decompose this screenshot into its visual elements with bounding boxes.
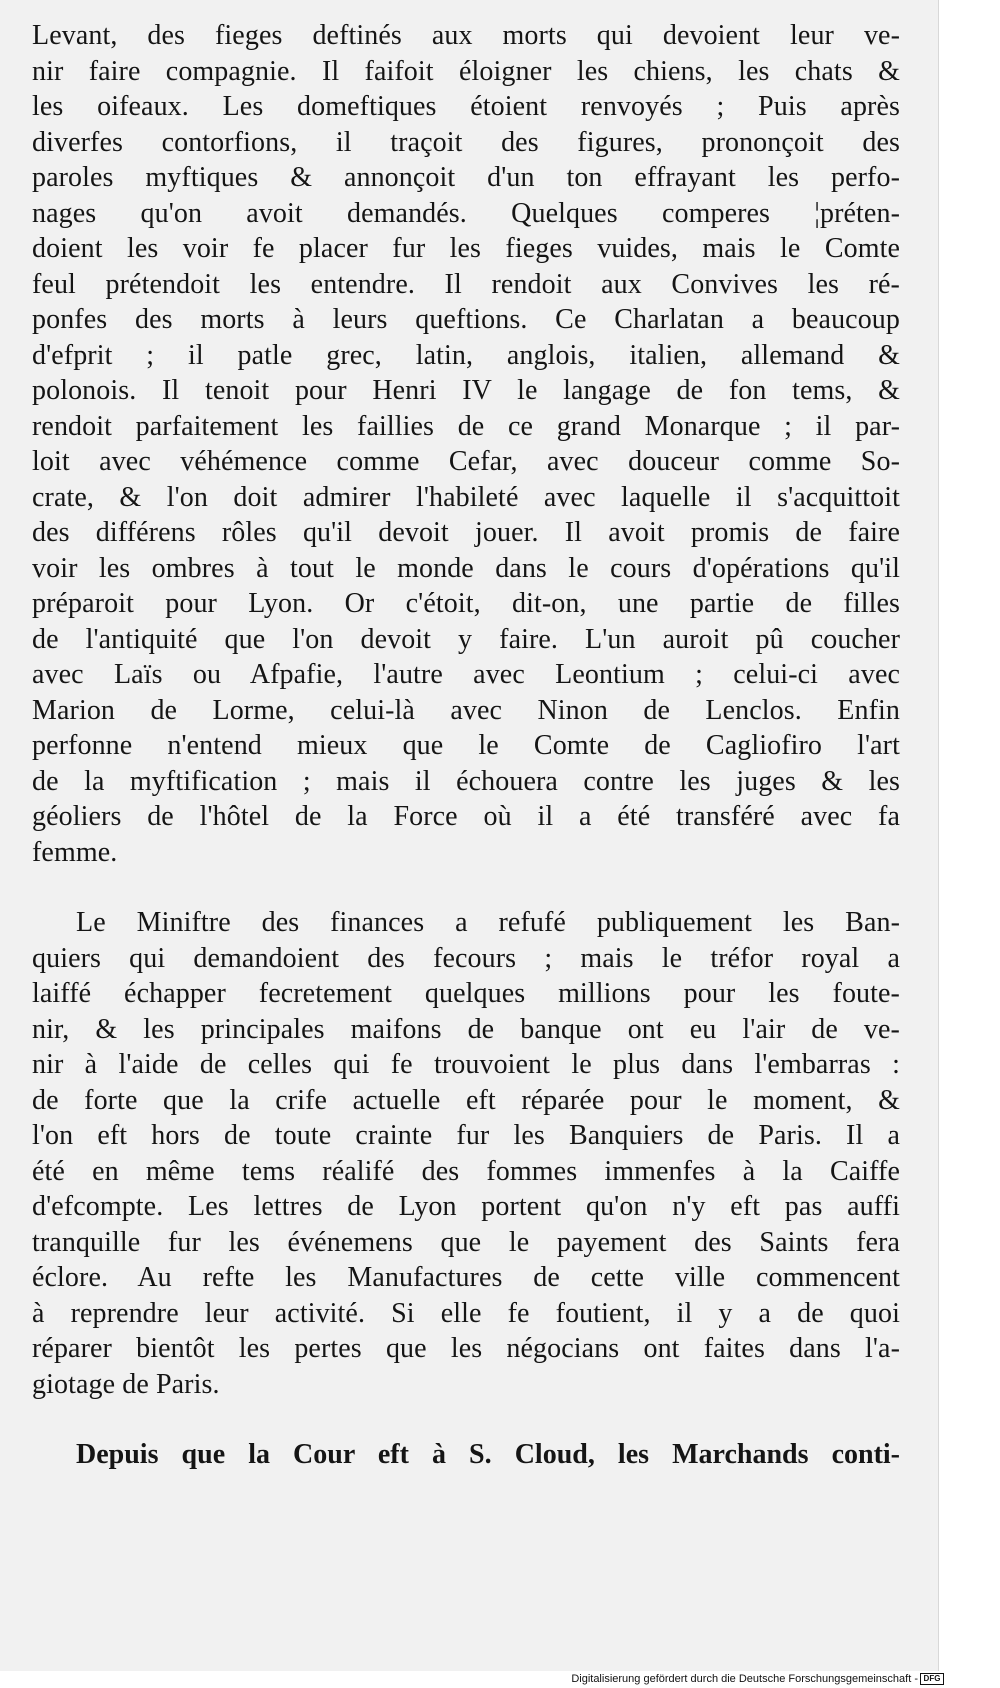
document-body [32, 18, 900, 1473]
text-line: doient les voir fe placer fur les fieges vuides, mais le Comte [32, 233, 900, 264]
text-line: Le Miniftre des finances a refufé publiquement les Ban- [76, 907, 900, 938]
text-line: préparoit pour Lyon. Or c'étoit, dit-on, une partie de filles [32, 588, 900, 619]
text-line: nir à l'aide de celles qui fe trouvoient le plus dans l'embarras : [32, 1049, 900, 1080]
text-line: giotage de Paris. [32, 1368, 220, 1400]
text-line: loit avec véhémence comme Cefar, avec douceur comme So- [32, 446, 900, 477]
text-line: feul prétendoit les entendre. Il rendoit aux Convives les ré- [32, 268, 900, 300]
text-line: laiffé échapper fecretement quelques millions pour les foute- [32, 978, 900, 1009]
paragraph-2 [32, 905, 900, 1402]
text-line: polonois. Il tenoit pour Henri IV le langage de fon tems, & [32, 375, 900, 406]
text-line: d'efcompte. Les lettres de Lyon portent qu'on n'y eft pas auffi [32, 1191, 900, 1222]
text-line: éclore. Au refte les Manufactures de cette ville commencent [32, 1262, 900, 1293]
paragraph-spacer [32, 870, 900, 905]
text-line: géoliers de l'hôtel de la Force où il a été transféré avec fa [32, 801, 900, 832]
text-line: nages qu'on avoit demandés. Quelques comperes ¦préten- [32, 197, 900, 229]
text-line: d'efprit ; il patle grec, latin, anglois, italien, allemand & [32, 339, 900, 371]
text-line: Marion de Lorme, celui-là avec Ninon de Lenclos. Enfin [32, 694, 900, 726]
paragraph-3 [32, 1437, 900, 1473]
dfg-logo: DFG [920, 1673, 944, 1685]
text-line: voir les ombres à tout le monde dans le cours d'opérations qu'il [32, 552, 900, 584]
text-line: ponfes des morts à leurs queftions. Ce Charlatan a beaucoup [32, 304, 900, 335]
text-line: nir faire compagnie. Il faifoit éloigner les chiens, les chats & [32, 55, 900, 87]
text-line: des différens rôles qu'il devoit jouer. Il avoit promis de faire [32, 517, 900, 548]
text-line: paroles myftiques & annonçoit d'un ton effrayant les perfo- [32, 162, 900, 193]
text-line: rendoit parfaitement les faillies de ce grand Monarque ; il par- [32, 410, 900, 442]
digitization-footer [0, 1671, 1000, 1688]
text-line: avec Laïs ou Afpafie, l'autre avec Leontium ; celui-ci avec [32, 659, 900, 690]
text-line: perfonne n'entend mieux que le Comte de Cagliofiro l'art [32, 730, 900, 761]
text-line: de la myftification ; mais il échouera contre les juges & les [32, 765, 900, 797]
text-line: tranquille fur les événemens que le payement des Saints fera [32, 1226, 900, 1258]
text-line: crate, & l'on doit admirer l'habileté avec laquelle il s'acquittoit [32, 481, 900, 513]
text-line: de forte que la crife actuelle eft réparée pour le moment, & [32, 1084, 900, 1116]
text-line: les oifeaux. Les domeftiques étoient renvoyés ; Puis après [32, 91, 900, 122]
text-line: été en même tems réalifé des fommes immenfes à la Caiffe [32, 1155, 900, 1187]
text-line: Depuis que la Cour eft à S. Cloud, les Marchands conti- [76, 1439, 900, 1470]
text-line: diverfes contorfions, il traçoit des figures, prononçoit des [32, 126, 900, 158]
text-line: l'on eft hors de toute crainte fur les Banquiers de Paris. Il a [32, 1120, 900, 1151]
text-line: à reprendre leur activité. Si elle fe foutient, il y a de quoi [32, 1297, 900, 1329]
paragraph-spacer [32, 1402, 900, 1437]
text-line: femme. [32, 836, 118, 868]
paragraph-1 [32, 18, 900, 870]
funding-credit: Digitalisierung gefördert durch die Deutsche Forschungsgemeinschaft - [571, 1673, 918, 1685]
text-line: nir, & les principales maifons de banque ont eu l'air de ve- [32, 1013, 900, 1045]
text-line: quiers qui demandoient des fecours ; mais le tréfor royal a [32, 942, 900, 974]
text-line: Levant, des fieges deftinés aux morts qui devoient leur ve- [32, 20, 900, 51]
text-line: réparer bientôt les pertes que les négocians ont faites dans l'a- [32, 1333, 900, 1364]
text-line: de l'antiquité que l'on devoit y faire. L'un auroit pû coucher [32, 623, 900, 655]
